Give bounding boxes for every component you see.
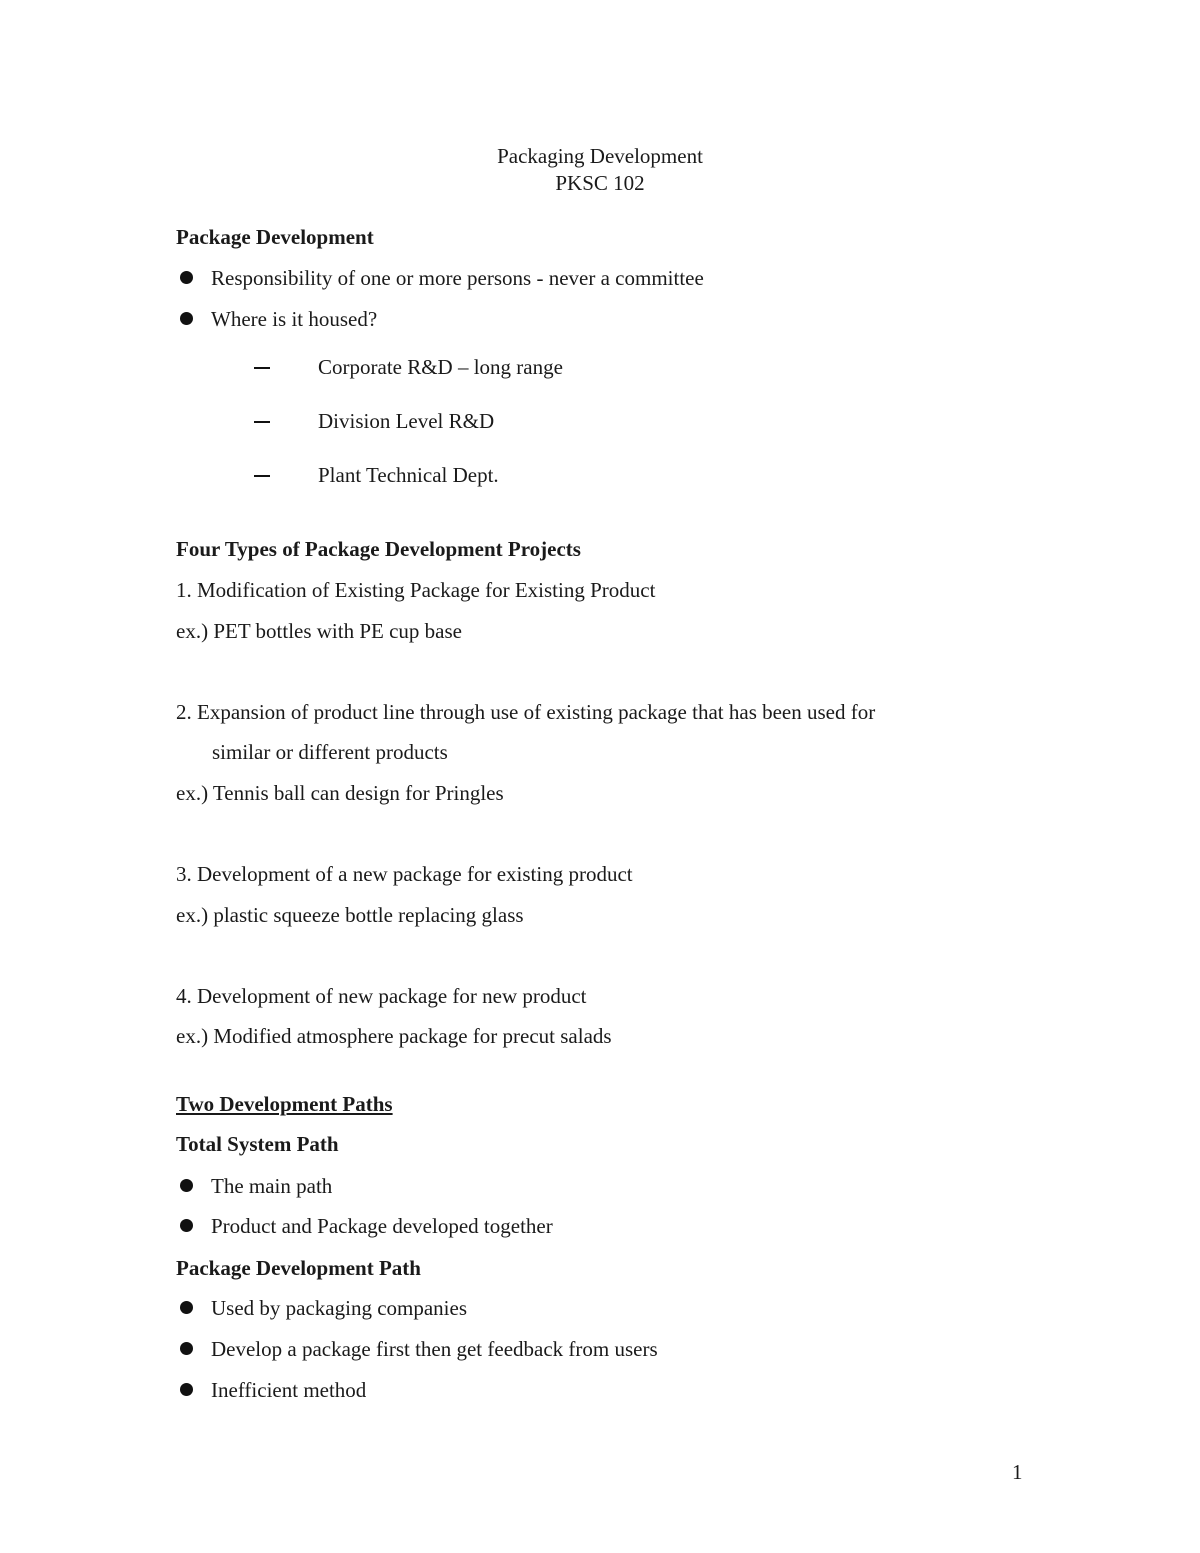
bullet-icon xyxy=(180,1383,193,1396)
bullet-text: The main path xyxy=(211,1174,333,1198)
bullet-text: Used by packaging companies xyxy=(211,1296,468,1320)
dash-icon xyxy=(254,367,270,369)
project-type-example: ex.) Modified atmosphere package for precut salads xyxy=(176,1024,612,1048)
project-type-title: 3. Development of a new package for existing product xyxy=(176,862,633,886)
project-type-example: ex.) PET bottles with PE cup base xyxy=(176,619,462,643)
subheading-package-development-path: Package Development Path xyxy=(176,1256,421,1280)
project-type-title-continued: similar or different products xyxy=(212,740,448,764)
dash-icon xyxy=(254,475,270,477)
project-type-example: ex.) Tennis ball can design for Pringles xyxy=(176,781,504,805)
section-heading-package-development: Package Development xyxy=(176,225,374,249)
document-title: Packaging Development xyxy=(497,144,703,168)
bullet-icon xyxy=(180,1219,193,1232)
bullet-text: Develop a package first then get feedback from users xyxy=(211,1337,658,1361)
sub-item-text: Division Level R&D xyxy=(318,409,495,433)
bullet-text: Inefficient method xyxy=(211,1378,367,1402)
project-type-title: 2. Expansion of product line through use of existing package that has been used for xyxy=(176,700,876,724)
dash-icon xyxy=(254,421,270,423)
course-code: PKSC 102 xyxy=(555,171,645,195)
bullet-icon xyxy=(180,1179,193,1192)
project-type-example: ex.) plastic squeeze bottle replacing glass xyxy=(176,903,524,927)
bullet-icon xyxy=(180,271,193,284)
page-number: 1 xyxy=(1012,1460,1023,1484)
bullet-text: Product and Package developed together xyxy=(211,1214,553,1238)
bullet-icon xyxy=(180,1342,193,1355)
bullet-text: Responsibility of one or more persons - never a committee xyxy=(211,266,704,290)
sub-item-text: Plant Technical Dept. xyxy=(318,463,499,487)
section-heading-four-types: Four Types of Package Development Projects xyxy=(176,537,581,561)
project-type-title: 1. Modification of Existing Package for Existing Product xyxy=(176,578,656,602)
project-type-title: 4. Development of new package for new product xyxy=(176,984,587,1008)
subheading-total-system-path: Total System Path xyxy=(176,1132,339,1156)
sub-item-text: Corporate R&D – long range xyxy=(318,355,563,379)
bullet-icon xyxy=(180,1301,193,1314)
bullet-icon xyxy=(180,312,193,325)
section-heading-two-paths: Two Development Paths xyxy=(176,1092,393,1116)
bullet-text: Where is it housed? xyxy=(211,307,378,331)
